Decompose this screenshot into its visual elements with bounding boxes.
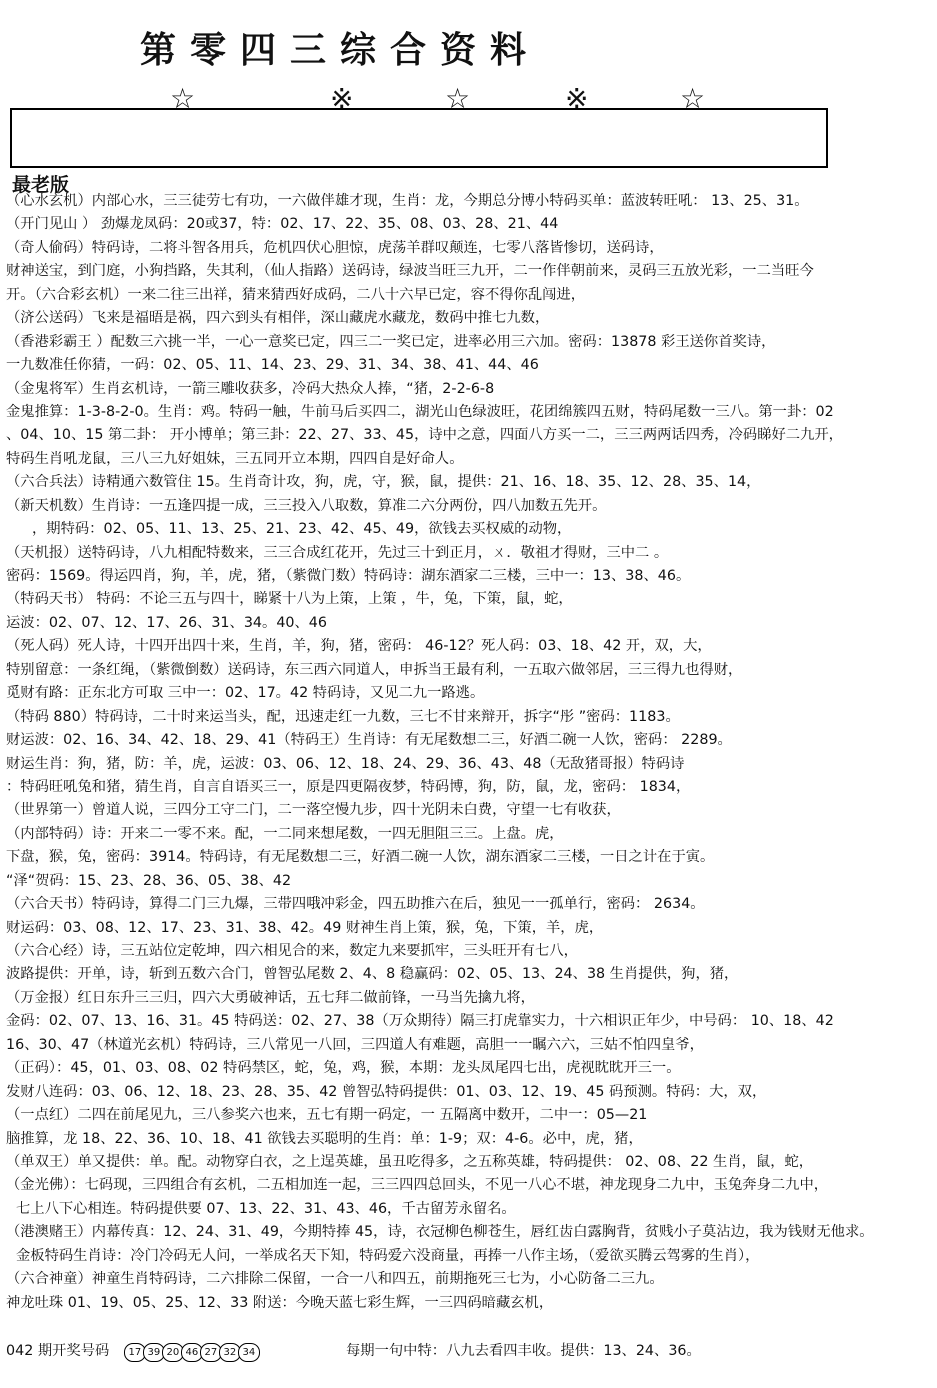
text-line: 财运波：02、16、34、42、18、29、41（特码王）生肖诗：有无尾数想二三，好酒二碗一人饮，密码： 2289。 — [6, 732, 732, 749]
draw-label: 042 期开奖号码 — [6, 1343, 110, 1359]
text-line: 财运生肖：狗，猪，防：羊，虎，运波：03、06、12、18、24、29、36、43、48（无敌猪哥报）特码诗 — [6, 755, 685, 772]
text-line: 一九数准任你猜，一码：02、05、11、14、23、29、31、34、38、41、44、46 — [6, 357, 539, 374]
star-icon: ☆ — [170, 82, 196, 115]
number-ball: 39 — [143, 1343, 165, 1362]
text-line: （开门见山 ） 劲爆龙凤码：20或37，特：02、17、22、35、08、03、28、21、44 — [6, 216, 559, 233]
text-line: 金板特码生肖诗：冷门冷码无人问，一举成名天下知，特码爱六没商量，再捧一八作主场，（爱欲买腾云驾雾的生肖）， — [16, 1247, 760, 1264]
text-line: （港澳赌王）内幕传真：12、24、31、49，今期特捧 45，诗，衣冠柳色柳苍生，唇红齿白露胸背，贫贱小子莫沾边，我为钱财无他求。 — [6, 1224, 874, 1241]
text-line: （新天机数）生肖诗：一五逢四提一成，三三投入八取数，算准二六分两份，四八加数五先开。 — [6, 497, 607, 514]
text-line: 觅财有路：正东北方可取 三中一：02、17。42 特码诗，又见二九一路逃。 — [6, 685, 485, 702]
asterisk-icon: ※ — [565, 82, 589, 115]
number-ball: 34 — [238, 1343, 260, 1362]
star-icon: ☆ — [445, 82, 471, 115]
text-line: 金码：02、07、13、16、31。45 特码送：02、27、38（万众期待）隔三打虎靠实力，十六相识正年少，中号码： 10、18、42 — [6, 1013, 834, 1030]
text-line: 密码：1569。得运四肖，狗，羊，虎，猪，（紫微门数）特码诗：湖东酒家二三楼，三中一：13、38、46。 — [6, 568, 691, 584]
text-line: 开。（六合彩玄机）一来二往三出祥，猜来猜西好成码，二八十六早已定，容不得你乱闯进， — [6, 286, 586, 303]
footer — [6, 1339, 932, 1363]
text-line: （死人码）死人诗，十四开出四十来，生肖，羊，狗，猪，密码： 46-12？死人码：03、18、42 开，双，大， — [6, 638, 712, 655]
text-line: 金鬼推算：1-3-8-2-0。生肖：鸡。特码一触，牛前马后买四二，湖光山色绿波旺，花团绵簇四五财，特码尾数一三八。第一卦：02 — [6, 403, 834, 420]
text-line: 16、30、47（林道光玄机）特码诗，三八常见一八回，三四道人有难题，高胆一一瞩六六，三姑不怕四皇爷， — [6, 1036, 704, 1053]
text-line: （内部特码）诗：开来二一零不来。配，一二同来想尾数，一四无胆阻三三。上盘。虎， — [6, 825, 564, 842]
draw-numbers — [124, 1339, 257, 1363]
text-line: 神龙吐珠 01、19、05、25、12、33 附送：今晚天蓝七彩生辉，一三四码暗藏玄机， — [6, 1294, 554, 1311]
text-line: （特码 880）特码诗，二十时来运当头，配，迅速走红一九数，三七不甘来辩开，拆字“彤 ”密码：1183。 — [6, 708, 680, 725]
number-ball: 32 — [219, 1343, 241, 1362]
text-line: 波路提供：开单，诗，斩到五数六合门，曾智弘尾数 2、4、8 稳赢码：02、05、13、24、38 生肖提供，狗，猪， — [6, 966, 739, 983]
text-line: 财运码：03、08、12、17、23、31、38、42。49 财神生肖上策，猴，兔，下策，羊，虎， — [6, 919, 604, 936]
text-line: （世界第一）曾道人说，三四分工守二门，二一落空慢九步，四十光阴未白费，守望一七有收获， — [6, 802, 621, 819]
text-line: （六合神童）神童生肖特码诗，二六排除二保留，一合一八和四五，前期拖死三七为，小心防备二三九。 — [6, 1271, 664, 1288]
footer-text: 每期一句中特：八九去看四丰收。提供：13、24、36。 — [346, 1343, 701, 1359]
number-ball: 17 — [124, 1343, 146, 1362]
text-line: ：特码旺吼兔和猪，猜生肖，自言自语买三一，原是四更隔夜梦，特码博，狗，防，鼠，龙，密码： 1834， — [6, 778, 691, 795]
asterisk-icon: ※ — [330, 82, 354, 115]
star-icon: ☆ — [680, 82, 706, 115]
text-line: （六合天书）特码诗，算得二门三九爆，三带四哦冲彩金，四五助推六在后，独见一一孤单行，密码： 2634。 — [6, 896, 705, 913]
text-line: 特码生肖吼龙鼠，三八三九好姐妹，三五同开立本期，四四自是好命人。 — [6, 450, 464, 467]
text-line: （六合心经）诗，三五站位定乾坤，四六相见合的来，数定九来要抓牢，三头旺开有七八， — [6, 943, 578, 959]
text-line: （香港彩霸王 ）配数三六挑一半，一心一意奖已定，四三二一奖已定，进率必用三六加。密码：13878 彩王送你首奖诗， — [6, 333, 776, 350]
text-line: （六合兵法）诗精通六数管住 15。生肖奇计攻，狗，虎，守，猴，鼠，提供：21、16、18、35、12、28、35、14， — [6, 474, 761, 491]
text-line: （万金报）红日东升三三归，四六大勇破神话，五七拜二做前锋，一马当先擒九将， — [6, 989, 535, 1006]
text-line: “泽“贺码：15、23、28、36、05、38、42 — [6, 872, 292, 889]
text-line: （心水玄机）内部心水，三三徒劳七有功，一六做伴雄才现，生肖：龙，今期总分博小特码买单：蓝波转旺吼： 13、25、31。 — [6, 193, 809, 209]
text-line: 发财八连码：03、06、12、18、23、28、35、42 曾智弘特码提供：01、03、12、19、45 码预测。特码：大，双， — [6, 1083, 767, 1100]
text-line: 特别留意：一条红绳，（紫微倒数）送码诗，东三西六同道人，申拆当王最有利，一五取六做邻居，三三得九也得财， — [6, 661, 743, 678]
text-line: （正码）：45，01、03、08、02 特码禁区，蛇，兔，鸡，猴，本期：龙头凤尾四七出，虎视眈眈开三一。 — [6, 1060, 681, 1077]
text-line: （金光佛）：七码现，三四组合有玄机，二五相加连一起，三三四四总回头，不见一八心不堪，神龙现身二九中，玉兔奔身二九中， — [6, 1177, 829, 1194]
text-line: （济公送码）飞来是福晤是祸，四六到头有相伴，深山藏虎水藏龙，数码中推七九数， — [6, 310, 550, 327]
text-line: 下盘，猴，兔，密码：3914。特码诗，有无尾数想二三，好酒二碗一人饮，湖东酒家二三楼，一日之计在于寅。 — [6, 849, 715, 866]
number-ball: 27 — [200, 1343, 222, 1362]
edition-label: 最老版 — [12, 174, 70, 196]
text-line: （天机报）送特码诗，八九相配特数来，三三合成红花开，先过三十到正月，ㄨ．敬祖才得财，三中二 。 — [6, 544, 669, 561]
empty-frame — [10, 108, 828, 168]
page-title: 第零四三综合资料 — [140, 29, 541, 71]
text-line: 运波：02、07、12、17、26、31、34。40、46 — [6, 614, 327, 631]
text-line: 财神送宝，到门庭，小狗挡路，失其利，（仙人指路）送码诗，绿波当旺三九开，二一作伴朝前来，灵码三五放光彩，一二当旺今 — [6, 263, 814, 280]
number-ball: 46 — [181, 1343, 203, 1362]
content-lines — [6, 190, 932, 1315]
number-ball: 20 — [162, 1343, 184, 1362]
text-line: ，期特码：02、05、11、13、25、21、23、42、45、49，欲钱去买权威的动物， — [32, 521, 572, 538]
text-line: （一点红）二四在前尾见九，三八参奖六也来，五七有期一码定，一 五隔离中数开，二中一：05—21 — [6, 1107, 648, 1124]
text-line: （金鬼将军）生肖玄机诗，一箭三雕收获多，冷码大热众人捧，“猪，2-2-6-8 — [6, 380, 495, 397]
text-line: 、04、10、15 第二卦： 开小博单；第三卦：22、27、33、45，诗中之意，四面八方买一二，三三两两话四秀，冷码睇好二九开， — [6, 427, 843, 444]
text-line: 七上八下心相连。特码提供要 07、13、22、31、43、46，千古留芳永留名。 — [16, 1200, 516, 1217]
text-line: 脑推算，龙 18、22、36、10、18、41 欲钱去买聪明的生肖：单：1-9；双：4-6。必中，虎，猪， — [6, 1130, 643, 1147]
text-line: （单双王）单又提供：单。配。动物穿白衣，之上逞英雄，虽丑吃得多，之五称英雄，特码提供： 02、08、22 生肖，鼠，蛇， — [6, 1153, 814, 1170]
text-line: （奇人偷码）特码诗，二将斗智各用兵，危机四伏心胆惊，虎荡羊群叹颠连，七零八落皆惨切，送码诗， — [6, 239, 664, 256]
text-line: （特码天书） 特码：不论三五与四十，睇紧十八为上策，上策 ，牛，兔，下策，鼠，蛇， — [6, 591, 573, 608]
